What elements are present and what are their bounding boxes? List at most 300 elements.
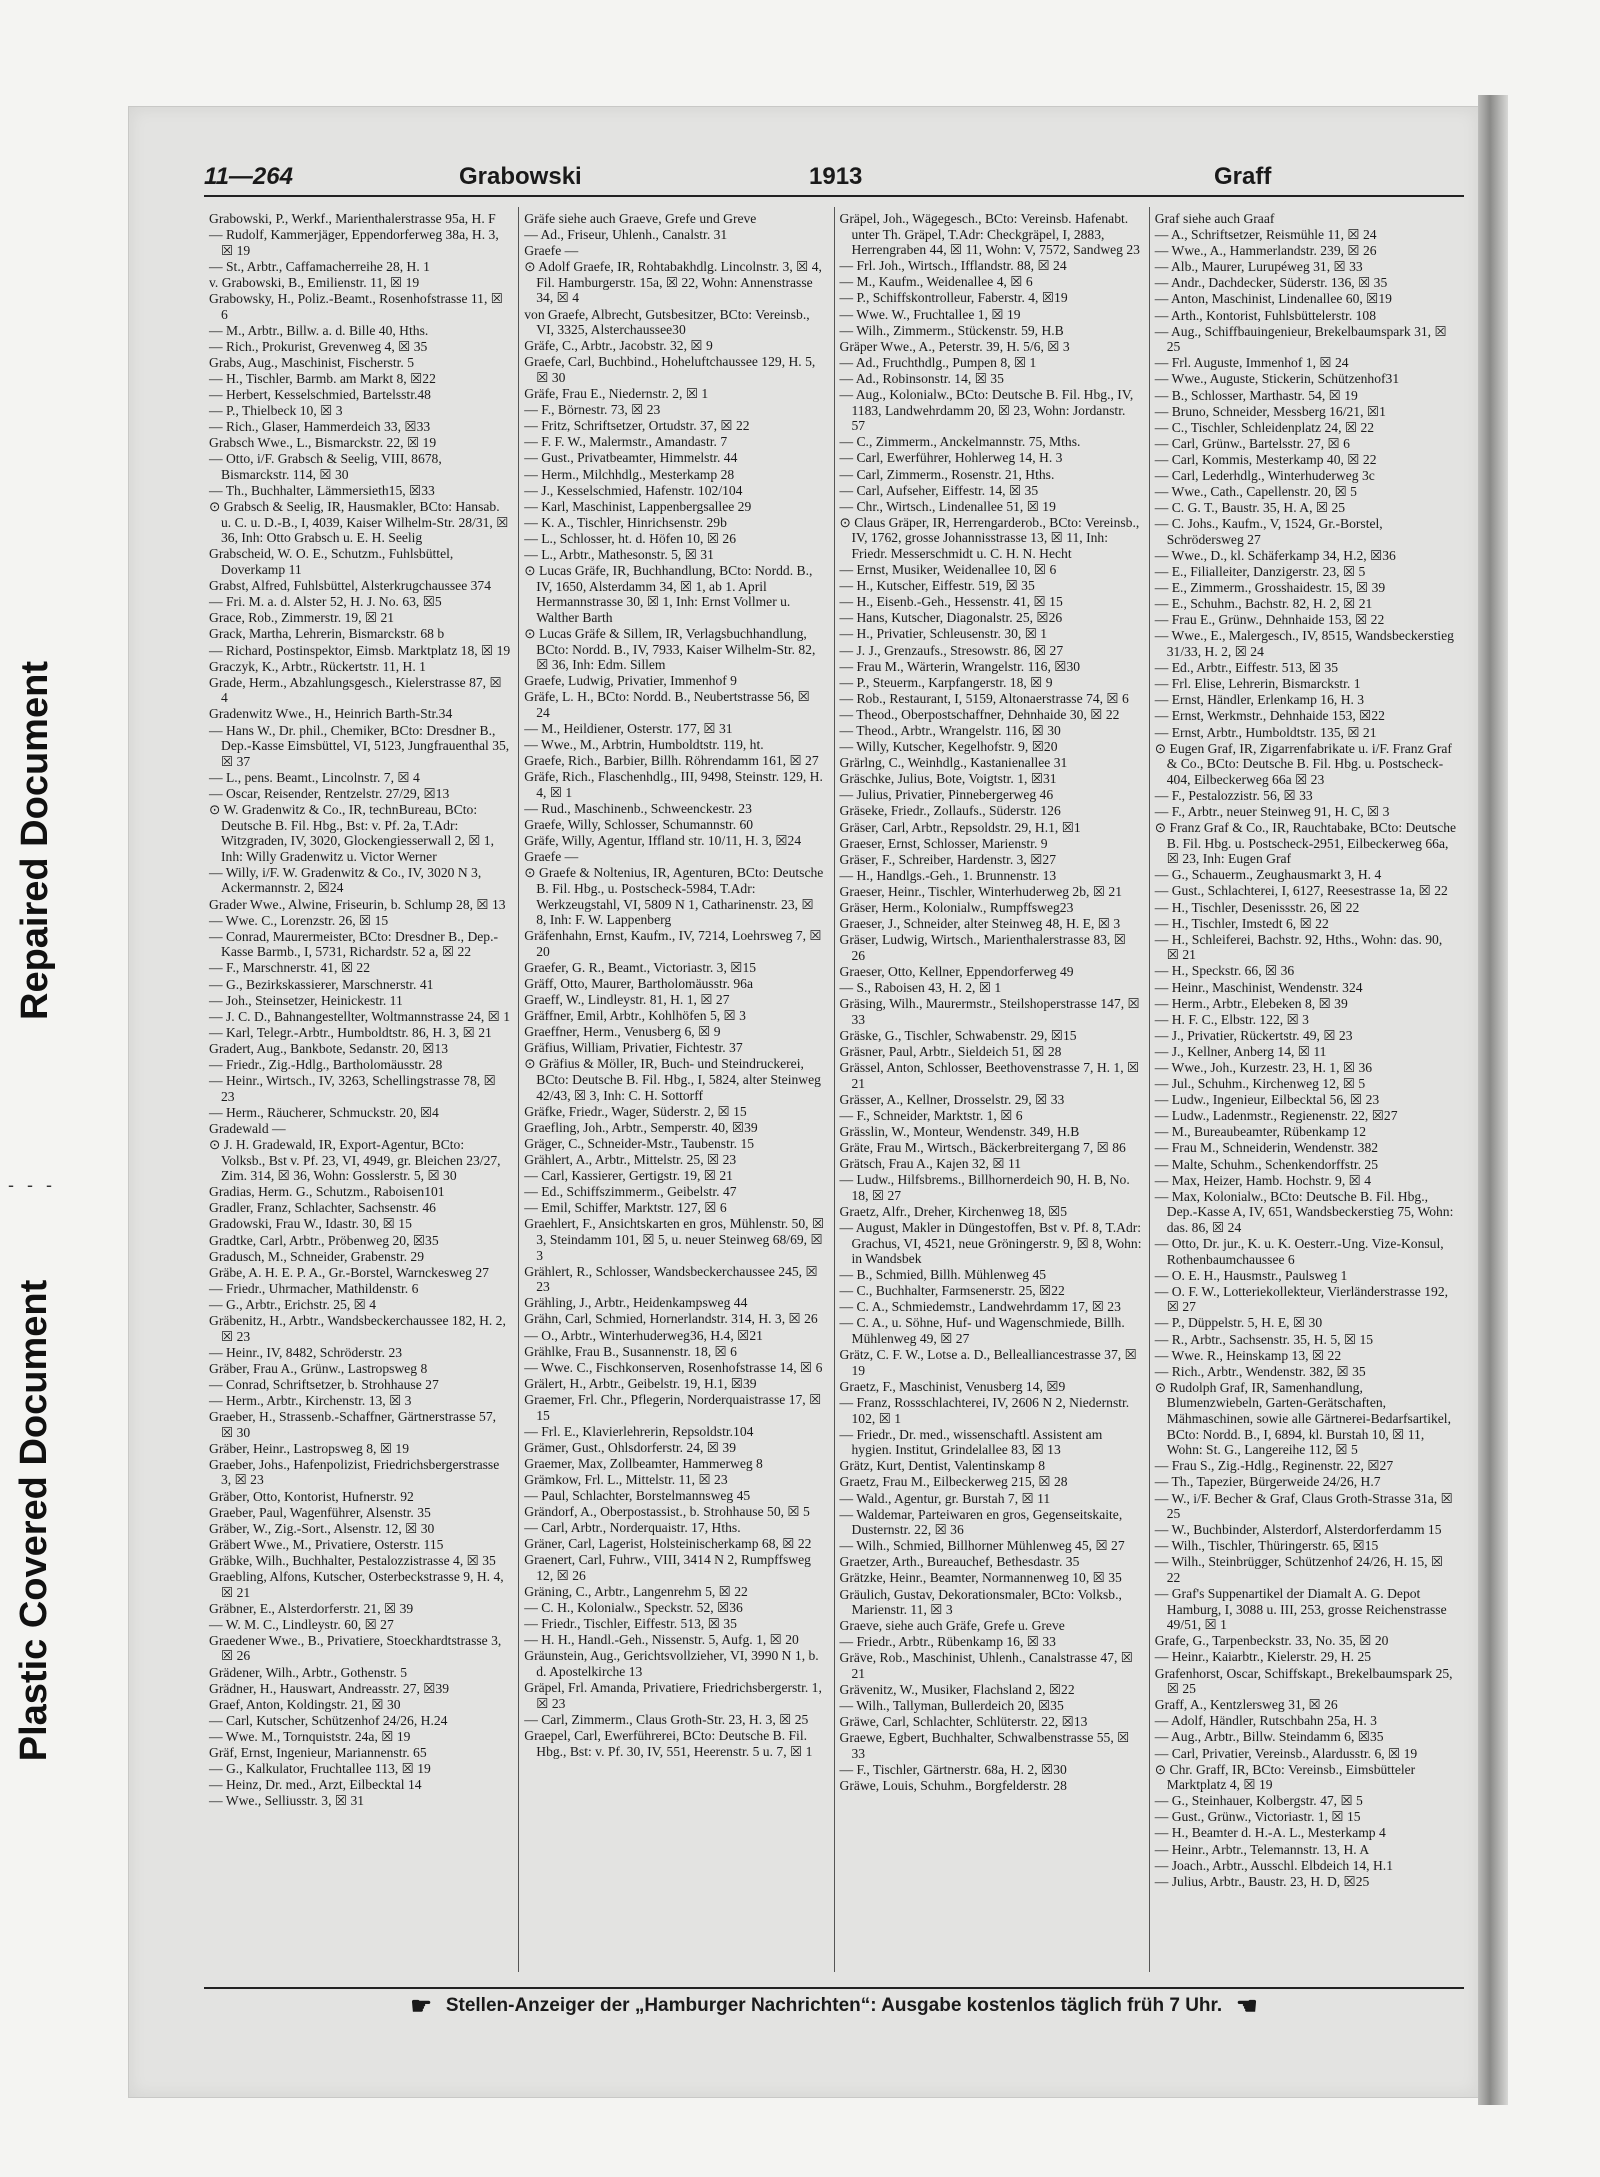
directory-entry: — Heinz, Dr. med., Arzt, Eilbecktal 14 [209, 1777, 422, 1793]
directory-entry: — August, Makler in Düngestoffen, Bst v. Pf. 8, T.Adr: Grachus, VI, 4521, neue Gröningerstr. 9, ☒ 8, Wohn: in Wandsbek [839, 1219, 1142, 1267]
directory-entry: Graemer, Frl. Chr., Pflegerin, Norderquaistrasse 17, ☒ 15 [524, 1391, 822, 1423]
directory-entry: — Frau S., Zig.-Hdlg., Reginenstr. 22, ☒27 [1154, 1458, 1394, 1474]
directory-entry: — J. J., Grenzaufs., Stresowstr. 86, ☒ 27 [839, 642, 1064, 658]
directory-entry: — Friedr., Dr. med., wissenschaftl. Assistent am hygien. Institut, Grindelallee 83, ☒ 13 [839, 1426, 1103, 1458]
directory-entry: Grätz, Kurt, Dentist, Valentinskamp 8 [839, 1458, 1046, 1474]
directory-entry: — Wwe., Auguste, Stickerin, Schützenhof31 [1154, 371, 1400, 387]
directory-entry: — Fri. M. a. d. Alster 52, H. J. No. 63, ☒5 [209, 594, 442, 610]
directory-entry: Graeffner, Herm., Venusberg 6, ☒ 9 [524, 1024, 721, 1040]
directory-entry: Graetz, Alfr., Dreher, Kirchenweg 18, ☒5 [839, 1203, 1068, 1219]
directory-entry: — Wwe., Cath., Capellenstr. 20, ☒ 5 [1154, 484, 1357, 500]
directory-entry: Gräbner, E., Alsterdorferstr. 21, ☒ 39 [209, 1600, 414, 1616]
directory-entry: — E., Schuhm., Bachstr. 82, H. 2, ☒ 21 [1154, 596, 1373, 612]
directory-entry: Graedener Wwe., B., Privatiere, Stoeckhardtstrasse 3, ☒ 26 [209, 1632, 502, 1664]
directory-page [128, 106, 1480, 2098]
directory-entry: Graf siehe auch Graaf [1154, 211, 1275, 226]
directory-entry: Grace, Rob., Zimmerstr. 19, ☒ 21 [209, 610, 395, 626]
directory-entry: Graenert, Carl, Fuhrw., VIII, 3414 N 2, Rumpffsweg 12, ☒ 26 [524, 1552, 811, 1583]
directory-entry: — L., Schlosser, ht. d. Höfen 10, ☒ 26 [524, 530, 737, 546]
directory-entry: ⊙ Claus Gräper, IR, Herrengarderob., BCto: Vereinsb., IV, 1762, grosse Johannisstrasse 13, ☒ 11, Inh: Friedr. Messerschmidt u. C. H. N. Hecht [839, 514, 1140, 561]
directory-entry: Graeber, Paul, Wagenführer, Alsenstr. 35 [209, 1504, 431, 1520]
directory-entry: Gräber, Frau A., Grünw., Lastropsweg 8 [209, 1360, 428, 1376]
directory-entry: — Wilh., Steinbrügger, Schützenhof 24/26, H. 15, ☒ 22 [1154, 1554, 1444, 1585]
directory-entry: — Carl, Zimmerm., Claus Groth-Str. 23, H. 3, ☒ 25 [524, 1711, 809, 1727]
directory-entry: — W., Buchbinder, Alsterdorf, Alsterdorferdamm 15 [1154, 1522, 1442, 1538]
directory-entry: — Max, Kolonialw., BCto: Deutsche B. Fil. Hbg., Dep.-Kasse A, IV, 651, Wandsbeckerstieg 75, Wohn: das. 86, ☒ 24 [1154, 1188, 1454, 1235]
directory-entry: Gradenwitz Wwe., H., Heinrich Barth-Str.34 [209, 706, 453, 722]
directory-entry: — G., Schauerm., Zeughausmarkt 3, H. 4 [1154, 867, 1382, 883]
directory-entry: — O. F. W., Lotteriekollekteur, Vierländerstrasse 192, ☒ 27 [1154, 1283, 1449, 1315]
directory-entry: Gräfius, William, Privatier, Fichtestr. 37 [524, 1040, 743, 1056]
directory-entry: Graefe, Ludwig, Privatier, Immenhof 9 [524, 673, 737, 689]
directory-entry: — Ed., Arbtr., Eiffestr. 513, ☒ 35 [1154, 660, 1339, 676]
directory-entry: Grävenitz, W., Musiker, Flachsland 2, ☒22 [839, 1682, 1075, 1698]
directory-entry: Graetz, Frau M., Eilbeckerweg 215, ☒ 28 [839, 1474, 1068, 1490]
directory-entry: Gräte, Frau M., Wirtsch., Bäckerbreitergang 7, ☒ 86 [839, 1139, 1126, 1155]
directory-entry: Gräfe, Rich., Flaschenhdlg., III, 9498, Steinstr. 129, H. 4, ☒ 1 [524, 769, 823, 800]
directory-entry: Gräff, Otto, Maurer, Bartholomäusstr. 96a [524, 976, 753, 991]
directory-entry: Grählert, R., Schlosser, Wandsbeckerchaussee 245, ☒ 23 [524, 1263, 818, 1295]
directory-entry: Grafenhorst, Oscar, Schiffskapt., Brekelbaumspark 25, ☒ 25 [1154, 1665, 1453, 1697]
directory-entry: Grätsch, Frau A., Kajen 32, ☒ 11 [839, 1156, 1022, 1172]
directory-entry: Gradusch, M., Schneider, Grabenstr. 29 [209, 1248, 425, 1264]
directory-entry: — Ludw., Ingenieur, Eilbecktal 56, ☒ 23 [1154, 1092, 1380, 1108]
directory-entry: Grässlin, W., Monteur, Wendenstr. 349, H.B [839, 1123, 1080, 1139]
directory-entry: — Wilh., Tallyman, Bullerdeich 20, ☒35 [839, 1698, 1064, 1714]
directory-entry: — Wwe., D., kl. Schäferkamp 34, H.2, ☒36 [1154, 547, 1396, 563]
directory-entry: — Joh., Steinsetzer, Heinickestr. 11 [209, 992, 403, 1008]
directory-entry: ⊙ Chr. Graff, IR, BCto: Vereinsb., Eimsbütteler Marktplatz 4, ☒ 19 [1154, 1761, 1416, 1793]
page-header [204, 159, 1464, 197]
directory-entry: Graff, A., Kentzlersweg 31, ☒ 26 [1154, 1697, 1338, 1713]
directory-entry: Gräbke, Wilh., Buchhalter, Pestalozzistrasse 4, ☒ 35 [209, 1552, 496, 1568]
directory-entry: Graepel, Carl, Ewerführerei, BCto: Deutsche B. Fil. Hbg., Bst: v. Pf. 30, IV, 551, Heerenstr. 5 u. 7, ☒ 1 [524, 1727, 813, 1759]
directory-entry: Graehlert, F., Ansichtskarten en gros, Mühlenstr. 50, ☒ 3, Steindamm 101, ☒ 5, u. neuer Steinweg 68/69, ☒ 3 [524, 1216, 825, 1263]
divider-marker: - - - [8, 1175, 56, 1195]
directory-entry: — Ad., Friseur, Uhlenh., Canalstr. 31 [524, 227, 728, 243]
directory-entry: Gräner, Carl, Lagerist, Holsteinischerkamp 68, ☒ 22 [524, 1536, 812, 1552]
directory-entry: — Ed., Schiffszimmerm., Geibelstr. 47 [524, 1184, 737, 1200]
directory-entry: — Heinr., Wirtsch., IV, 3263, Schellingstrasse 78, ☒ 23 [209, 1073, 496, 1104]
footer-ad [204, 1987, 1464, 2023]
directory-entry: Gräve, Rob., Maschinist, Uhlenh., Canalstrasse 47, ☒ 21 [839, 1650, 1133, 1682]
directory-entry: — Th., Tapezier, Bürgerweide 24/26, H.7 [1154, 1474, 1381, 1490]
directory-entry: — Carl, Kassierer, Gertigstr. 19, ☒ 21 [524, 1168, 733, 1184]
directory-entry: — Carl, Grünw., Bartelsstr. 27, ☒ 6 [1154, 435, 1350, 451]
directory-entry: — Wwe. R., Heinskamp 13, ☒ 22 [1154, 1347, 1342, 1363]
directory-entry: — Carl, Arbtr., Norderquaistr. 17, Hths. [524, 1520, 741, 1536]
directory-entry: — Wilh., Tischler, Thüringerstr. 65, ☒15 [1154, 1538, 1379, 1554]
directory-entry: Graefe, Carl, Buchbind., Hoheluftchaussee 129, H. 5, ☒ 30 [524, 354, 816, 385]
directory-entry: Gräning, C., Arbtr., Langenrehm 5, ☒ 22 [524, 1584, 748, 1600]
directory-entry: — Carl, Kommis, Mesterkamp 40, ☒ 22 [1154, 451, 1377, 467]
directory-entry: — J., Kellner, Anberg 14, ☒ 11 [1154, 1043, 1327, 1059]
directory-entry: — L., Arbtr., Mathesonstr. 5, ☒ 31 [524, 546, 714, 562]
directory-entry: — C. G. T., Baustr. 35, H. A, ☒ 25 [1154, 500, 1346, 516]
directory-entry: — H., Tischler, Desenissstr. 26, ☒ 22 [1154, 899, 1360, 915]
directory-entry: — Wilh., Zimmerm., Stückenstr. 59, H.B [839, 322, 1064, 338]
directory-entry: — P., Thielbeck 10, ☒ 3 [209, 403, 343, 419]
footer-text: Stellen-Anzeiger der „Hamburger Nachrichten“: Ausgabe kostenlos täglich früh 7 Uhr. [445, 1995, 1223, 2016]
directory-entry: — Ludw., Hilfsbrems., Billhornerdeich 90, H. B, No. 18, ☒ 27 [839, 1172, 1130, 1203]
directory-entry: — Wwe., Joh., Kurzestr. 23, H. 1, ☒ 36 [1154, 1059, 1373, 1075]
directory-entry: ⊙ Lucas Gräfe, IR, Buchhandlung, BCto: Nordd. B., IV, 1650, Alsterdamm 34, ☒ 1, ab 1. April Hermannstrasse 30, ☒ 1, Inh: Ernst Vollmer u. Walther Barth [524, 563, 813, 625]
right-running-name: Graff [1214, 163, 1272, 190]
directory-entry: Gräger, C., Schneider-Mstr., Taubenstr. 15 [524, 1135, 755, 1151]
directory-entry: Gradowski, Frau W., Idastr. 30, ☒ 15 [209, 1216, 412, 1232]
directory-entry: — Wwe. M., Tornquiststr. 24a, ☒ 19 [209, 1728, 411, 1744]
directory-entry: — F. F. W., Malermstr., Amandastr. 7 [524, 434, 728, 450]
directory-entry: — Conrad, Schriftsetzer, b. Strohhause 27 [209, 1376, 439, 1392]
directory-entry: ⊙ Grabsch & Seelig, IR, Hausmakler, BCto: Hansab. u. C. u. D.-B., I, 4039, Kaiser Wilhelm-Str. 28/31, ☒ 36, Inh: Otto Grabsch u. E. H. Seelig [209, 499, 509, 546]
directory-entry: Grändorf, A., Oberpostassist., b. Strohhause 50, ☒ 5 [524, 1504, 810, 1520]
directory-entry: Grälert, H., Arbtr., Geibelstr. 19, H.1, ☒39 [524, 1375, 757, 1391]
directory-entry: Gradert, Aug., Bankbote, Sedanstr. 20, ☒13 [209, 1040, 449, 1056]
left-running-name: Grabowski [459, 163, 582, 190]
directory-entry: — Frl. Auguste, Immenhof 1, ☒ 24 [1154, 355, 1349, 371]
directory-entry: — Willy, i/F. W. Gradenwitz & Co., IV, 3020 N 3, Ackermannstr. 2, ☒24 [209, 864, 482, 896]
directory-entry: ⊙ Franz Graf & Co., IR, Rauchtabake, BCto: Deutsche B. Fil. Hbg. u. Postscheck-2951, Eilbeckerweg 66a, ☒ 23, Inh: Eugen Graf [1154, 820, 1457, 867]
directory-entry: — Hans, Kutscher, Diagonalstr. 25, ☒26 [839, 610, 1063, 626]
directory-entry: Grabs, Aug., Maschinist, Fischerstr. 5 [209, 354, 415, 370]
directory-entry: — Karl, Telegr.-Arbtr., Humboldtstr. 86, H. 3, ☒ 21 [209, 1024, 492, 1040]
directory-entry: — H., Tischler, Imstedt 6, ☒ 22 [1154, 915, 1329, 931]
directory-entry: — Adolf, Händler, Rutschbahn 25a, H. 3 [1154, 1713, 1377, 1729]
directory-entry: — W. M. C., Lindleystr. 60, ☒ 27 [209, 1616, 394, 1632]
directory-entry: Gräunstein, Aug., Gerichtsvollzieher, VI, 3990 N 1, b. d. Apostelkirche 13 [524, 1648, 819, 1680]
directory-entry: Gräber, Heinr., Lastropsweg 8, ☒ 19 [209, 1440, 410, 1456]
directory-entry: Grämer, Gust., Ohlsdorferstr. 24, ☒ 39 [524, 1439, 736, 1455]
directory-entry: — F., Pestalozzistr. 56, ☒ 33 [1154, 787, 1313, 803]
directory-entry: — Julius, Arbtr., Baustr. 23, H. D, ☒25 [1154, 1873, 1370, 1889]
directory-entry: — Richard, Postinspektor, Eimsb. Marktplatz 18, ☒ 19 [209, 642, 511, 658]
directory-entry: — J. C. D., Bahnangestellter, Woltmannstrasse 24, ☒ 1 [209, 1008, 511, 1024]
directory-entry: — Arth., Kontorist, Fuhlsbüttelerstr. 108 [1154, 307, 1377, 323]
directory-entry: — Wald., Agentur, gr. Burstah 7, ☒ 11 [839, 1490, 1051, 1506]
directory-entry: von Graefe, Albrecht, Gutsbesitzer, BCto: Vereinsb., VI, 3325, Alsterchaussee30 [524, 306, 810, 338]
directory-entry: Grässer, A., Kellner, Drosselstr. 29, ☒ 33 [839, 1091, 1065, 1107]
directory-entry: — Hans W., Dr. phil., Chemiker, BCto: Dresdner B., Dep.-Kasse Eimsbüttel, VI, 5123, Jungfrauenthal 35, ☒ 37 [209, 722, 510, 769]
directory-entry: — B., Schlosser, Marthastr. 54, ☒ 19 [1154, 387, 1358, 403]
directory-entry: ⊙ Rudolph Graf, IR, Samenhandlung, Blumenzwiebeln, Garten-Gerätschaften, Mähmaschinen, sowie alle Gärtnerei-Bedarfsartikel, BCto: Nordd. B., I, 6894, kl. Burstah 10, ☒ 11, Wohn: St. G., Langereihe 112, ☒ 5 [1154, 1379, 1451, 1458]
directory-entry: — Wwe. C., Lorenzstr. 26, ☒ 15 [209, 912, 389, 928]
directory-entry: Graefe — [524, 243, 579, 259]
directory-entry: — F., Marschnerstr. 41, ☒ 22 [209, 960, 370, 976]
directory-entry: Grätz, C. F. W., Lotse a. D., Bellealliancestrasse 37, ☒ 19 [839, 1347, 1137, 1378]
directory-entry: — Rich., Arbtr., Wendenstr. 382, ☒ 35 [1154, 1363, 1366, 1379]
directory-entry: — Conrad, Maurermeister, BCto: Dresdner B., Dep.-Kasse Barmb., I, 5731, Richardstr. 52 a, ☒ 22 [209, 928, 499, 960]
directory-entry: Grabowsky, H., Poliz.-Beamt., Rosenhofstrasse 11, ☒ 6 [209, 290, 503, 322]
directory-entry: — E., Filialleiter, Danzigerstr. 23, ☒ 5 [1154, 564, 1366, 580]
directory-entry: — G., Bezirkskassierer, Marschnerstr. 41 [209, 976, 434, 992]
directory-entry: Gradias, Herm. G., Schutzm., Raboisen101 [209, 1184, 445, 1200]
directory-entry: Graeser, J., Schneider, alter Steinweg 48, H. E, ☒ 3 [839, 916, 1121, 932]
column-4 [1149, 207, 1464, 1972]
directory-entry: — P., Steuerm., Karpfangerstr. 18, ☒ 9 [839, 674, 1053, 690]
directory-entry: — Gust., Privatbeamter, Himmelstr. 44 [524, 450, 738, 466]
directory-entry: Gräfke, Friedr., Wager, Süderstr. 2, ☒ 15 [524, 1103, 747, 1119]
directory-entry: Gräper Wwe., A., Peterstr. 39, H. 5/6, ☒ 3 [839, 338, 1070, 354]
directory-entry: Graefe — [524, 849, 579, 865]
directory-entry: — Carl, Lederhdlg., Winterhuderweg 3c [1154, 468, 1375, 483]
directory-entry: — Fritz, Schriftsetzer, Ortudstr. 37, ☒ 22 [524, 418, 750, 434]
directory-entry: — G., Kalkulator, Fruchtallee 113, ☒ 19 [209, 1761, 431, 1777]
year: 1913 [809, 163, 863, 190]
directory-entry: — J., Privatier, Rückertstr. 49, ☒ 23 [1154, 1027, 1353, 1043]
directory-entry: Grämkow, Frl. L., Mittelstr. 11, ☒ 23 [524, 1471, 728, 1487]
directory-entry: — Karl, Maschinist, Lappenbergsallee 29 [524, 498, 752, 514]
directory-entry: Gräpel, Joh., Wägegesch., BCto: Vereinsb. Hafenabt. unter Th. Gräpel, T.Adr: Checkgräpel, I, 2883, Herrengraben 44, ☒ 11, Wohn: V, 7572, Sandweg 23 [839, 211, 1140, 258]
directory-entry: — Heinr., Kaiarbtr., Kielerstr. 29, H. 25 [1154, 1649, 1372, 1665]
directory-entry: — Frau M., Wärterin, Wrangelstr. 116, ☒30 [839, 658, 1081, 674]
directory-entry: — Graf's Suppenartikel der Diamalt A. G. Depot Hamburg, I, 3088 u. III, 253, grosse Reichenstrasse 49/51, ☒ 1 [1154, 1586, 1447, 1633]
directory-entry: Grabscheid, W. O. E., Schutzm., Fuhlsbüttel, Doverkamp 11 [209, 546, 454, 578]
directory-entry: — Carl, Privatier, Vereinsb., Alardusstr. 6, ☒ 19 [1154, 1745, 1418, 1761]
directory-entry: — Rich., Glaser, Hammerdeich 33, ☒33 [209, 419, 431, 435]
directory-entry: — Franz, Rossschlachterei, IV, 2606 N 2, Niedernstr. 102, ☒ 1 [839, 1394, 1130, 1426]
directory-entry: Grähn, Carl, Schmied, Hornerlandstr. 314, H. 3, ☒ 26 [524, 1311, 818, 1327]
directory-entry: — H., Tischler, Barmb. am Markt 8, ☒22 [209, 370, 436, 386]
directory-entry: Grädner, H., Hauswart, Andreasstr. 27, ☒39 [209, 1680, 450, 1696]
directory-entry: — Friedr., Arbtr., Rübenkamp 16, ☒ 33 [839, 1634, 1056, 1650]
directory-entry: — F., Arbtr., neuer Steinweg 91, H. C, ☒ 3 [1154, 803, 1390, 819]
directory-entry: v. Grabowski, B., Emilienstr. 11, ☒ 19 [209, 274, 420, 290]
directory-entry: Gräschke, Julius, Bote, Voigtstr. 1, ☒31 [839, 771, 1057, 787]
directory-entry: Grack, Martha, Lehrerin, Bismarckstr. 68 b [209, 626, 445, 642]
directory-entry: Gräfe, Willy, Agentur, Iffland str. 10/11, H. 3, ☒24 [524, 833, 802, 849]
directory-entry: — Joach., Arbtr., Ausschl. Elbdeich 14, H.1 [1154, 1857, 1393, 1873]
directory-entry: — G., Arbtr., Erichstr. 25, ☒ 4 [209, 1296, 376, 1312]
directory-entry: — St., Arbtr., Caffamacherreihe 28, H. 1 [209, 258, 430, 274]
directory-entry: — B., Schmied, Billh. Mühlenweg 45 [839, 1267, 1047, 1283]
directory-entry: — F., Tischler, Gärtnerstr. 68a, H. 2, ☒30 [839, 1762, 1067, 1778]
directory-entry: Grärlng, C., Weinhdlg., Kastanienallee 31 [839, 755, 1068, 771]
directory-entry: — Alb., Maurer, Lurupéweg 31, ☒ 33 [1154, 259, 1363, 275]
directory-entry: — Bruno, Schneider, Messberg 16/21, ☒1 [1154, 403, 1386, 419]
directory-entry: — Herm., Räucherer, Schmuckstr. 20, ☒4 [209, 1104, 439, 1120]
directory-entry: — Wwe., E., Malergesch., IV, 8515, Wandsbeckerstieg 31/33, H. 2, ☒ 24 [1154, 628, 1454, 660]
directory-entry: — C., Zimmerm., Anckelmannstr. 75, Mths. [839, 434, 1081, 450]
directory-entry: Gräfenhahn, Ernst, Kaufm., IV, 7214, Loehrsweg 7, ☒ 20 [524, 928, 822, 959]
directory-entry: — Herm., Arbtr., Kirchenstr. 13, ☒ 3 [209, 1392, 412, 1408]
directory-entry: — Willy, Kutscher, Kegelhofstr. 9, ☒20 [839, 739, 1058, 755]
directory-entry: — H., Privatier, Schleusenstr. 30, ☒ 1 [839, 626, 1048, 642]
directory-entry: Graeser, Heinr., Tischler, Winterhuderweg 2b, ☒ 21 [839, 883, 1122, 899]
directory-entry: — P., Düppelstr. 5, H. E, ☒ 30 [1154, 1315, 1323, 1331]
directory-entry: — C. H., Kolonialw., Speckstr. 52, ☒36 [524, 1600, 743, 1616]
directory-entry: — Aug., Schiffbauingenieur, Brekelbaumspark 31, ☒ 25 [1154, 323, 1447, 355]
directory-entry: — C. A., Schmiedemstr., Landwehrdamm 17, ☒ 23 [839, 1299, 1121, 1315]
directory-entry: — Rob., Restaurant, I, 5159, Altonaerstrasse 74, ☒ 6 [839, 690, 1129, 706]
directory-entry: Graeff, W., Lindleystr. 81, H. 1, ☒ 27 [524, 992, 730, 1008]
directory-entry: — Wwe., A., Hammerlandstr. 239, ☒ 26 [1154, 243, 1377, 259]
directory-entry: Gräbe, A. H. E. P. A., Gr.-Borstel, Warnckesweg 27 [209, 1264, 489, 1280]
directory-entry: Graetz, F., Maschinist, Venusberg 14, ☒9 [839, 1378, 1066, 1394]
column-3 [834, 207, 1149, 1972]
directory-entry: Graefe, Rich., Barbier, Billh. Röhrendamm 161, ☒ 27 [524, 753, 819, 769]
directory-entry: — Rudolf, Kammerjäger, Eppendorferweg 38a, H. 3, ☒ 19 [209, 227, 499, 258]
directory-entry: — Ernst, Werkmstr., Dehnhaide 153, ☒22 [1154, 708, 1385, 724]
directory-entry: Gräwe, Louis, Schuhm., Borgfelderstr. 28 [839, 1778, 1067, 1794]
directory-entry: — Ad., Fruchthdlg., Pumpen 8, ☒ 1 [839, 354, 1037, 370]
directory-entry: — L., pens. Beamt., Lincolnstr. 7, ☒ 4 [209, 769, 420, 785]
directory-entry: — Heinr., IV, 8482, Schröderstr. 23 [209, 1344, 403, 1360]
directory-entry: — Heinr., Arbtr., Telemannstr. 13, H. A [1154, 1841, 1370, 1857]
directory-entry: — Paul, Schlachter, Borstelmannsweg 45 [524, 1488, 751, 1503]
columns [204, 207, 1464, 1972]
directory-entry: — Rud., Maschinenb., Schweenckestr. 23 [524, 800, 752, 816]
directory-entry: Graebling, Alfons, Kutscher, Osterbeckstrasse 9, H. 4, ☒ 21 [209, 1568, 504, 1600]
directory-entry: — Ad., Robinsonstr. 14, ☒ 35 [839, 370, 1004, 386]
directory-entry: — Gust., Schlachterei, I, 6127, Reesestrasse 1a, ☒ 22 [1154, 883, 1448, 899]
directory-entry: — Th., Buchhalter, Lämmersieth15, ☒33 [209, 483, 435, 499]
directory-entry: — Jul., Schuhm., Kirchenweg 12, ☒ 5 [1154, 1076, 1366, 1092]
directory-entry: — Carl, Zimmerm., Rosenstr. 21, Hths. [839, 466, 1055, 482]
directory-entry: Grade, Herm., Abzahlungsgesch., Kielerstrasse 87, ☒ 4 [209, 674, 502, 706]
directory-entry: Grählke, Frau B., Susannenstr. 18, ☒ 6 [524, 1343, 737, 1359]
column-1 [204, 207, 518, 1972]
directory-entry: — H., Handlgs.-Geh., 1. Brunnenstr. 13 [839, 867, 1057, 883]
directory-entry: Gräfe siehe auch Graeve, Grefe und Greve [524, 211, 757, 226]
directory-entry: — Theod., Oberpostschaffner, Dehnhaide 30, ☒ 22 [839, 706, 1120, 722]
directory-entry: Gräske, G., Tischler, Schwabenstr. 29, ☒15 [839, 1027, 1077, 1043]
directory-entry: Gräseke, Friedr., Zollaufs., Süderstr. 126 [839, 803, 1061, 819]
directory-entry: — M., Bureaubeamter, Rübenkamp 12 [1154, 1124, 1366, 1140]
directory-entry: ⊙ Graefe & Noltenius, IR, Agenturen, BCto: Deutsche B. Fil. Hbg., u. Postscheck-5984, T.Adr: Werkzeugstahl, VI, 5809 N 1, Catharinenstr. 23, ☒ 8, Inh: F. W. Lappenberg [524, 865, 824, 928]
directory-entry: — A., Schriftsetzer, Reismühle 11, ☒ 24 [1154, 227, 1377, 243]
directory-entry: — F., Schneider, Marktstr. 1, ☒ 6 [839, 1107, 1023, 1123]
directory-entry: — H. H., Handl.-Geh., Nissenstr. 5, Aufg. 1, ☒ 20 [524, 1632, 799, 1648]
directory-entry: Gradtke, Carl, Arbtr., Pröbenweg 20, ☒35 [209, 1232, 439, 1248]
directory-entry: — Wwe. W., Fruchtallee 1, ☒ 19 [839, 306, 1021, 322]
directory-entry: — M., Arbtr., Billw. a. d. Bille 40, Hths. [209, 322, 429, 338]
directory-entry: — Frl. Joh., Wirtsch., Ifflandstr. 88, ☒ 24 [839, 258, 1067, 274]
directory-entry: Grabowski, P., Werkf., Marienthalerstrasse 95a, H. F [209, 211, 496, 226]
directory-entry: Graemer, Max, Zollbeamter, Hammerweg 8 [524, 1455, 763, 1471]
directory-entry: ⊙ Eugen Graf, IR, Zigarrenfabrikate u. i/F. Franz Graf & Co., BCto: Deutsche B. Fil. Hbg. u. Postscheck-404, Eilbeckerweg 66a ☒ 23 [1154, 740, 1452, 787]
directory-entry: Graefling, Joh., Arbtr., Semperstr. 40, ☒39 [524, 1119, 758, 1135]
directory-entry: Gräf, Ernst, Ingenieur, Mariannenstr. 65 [209, 1745, 427, 1760]
directory-entry: Grässel, Anton, Schlosser, Beethovenstrasse 7, H. 1, ☒ 21 [839, 1059, 1140, 1091]
directory-entry: Graeber, H., Strassenb.-Schaffner, Gärtnerstrasse 57, ☒ 30 [209, 1409, 497, 1440]
directory-entry: Grähling, J., Arbtr., Heidenkampsweg 44 [524, 1295, 748, 1311]
directory-entry: Gradewald — [209, 1120, 286, 1136]
directory-entry: — Aug., Kolonialw., BCto: Deutsche B. Fil. Hbg., IV, 1183, Landwehrdamm 20, ☒ 23, Wohn: Jordanstr. 57 [839, 387, 1134, 434]
directory-entry: — H., Speckstr. 66, ☒ 36 [1154, 963, 1295, 979]
directory-entry: — E., Zimmerm., Grosshaidestr. 15, ☒ 39 [1154, 580, 1386, 596]
directory-entry: Gradler, Franz, Schlachter, Sachsenstr. 46 [209, 1200, 436, 1216]
directory-entry: — Max, Heizer, Hamb. Hochstr. 9, ☒ 4 [1154, 1172, 1372, 1188]
directory-entry: — Carl, Aufseher, Eiffestr. 14, ☒ 35 [839, 482, 1039, 498]
directory-entry: — O. E. H., Hausmstr., Paulsweg 1 [1154, 1267, 1348, 1283]
directory-entry: — Friedr., Uhrmacher, Mathildenstr. 6 [209, 1280, 419, 1296]
directory-entry: Gräsner, Paul, Arbtr., Sieldeich 51, ☒ 28 [839, 1043, 1062, 1059]
directory-entry: Graewe, Egbert, Buchhalter, Schwalbenstrasse 55, ☒ 33 [839, 1730, 1130, 1761]
directory-entry: ⊙ Adolf Graefe, IR, Rohtabakhdlg. Lincolnstr. 3, ☒ 4, Fil. Hamburgerstr. 15a, ☒ 22, Wohn: Annenstrasse 34, ☒ 4 [524, 259, 822, 306]
directory-entry: — Wwe., Selliusstr. 3, ☒ 31 [209, 1793, 365, 1809]
directory-entry: — C. Johs., Kaufm., V, 1524, Gr.-Borstel, Schrödersweg 27 [1154, 516, 1383, 547]
directory-entry: — Ernst, Arbtr., Humboldtstr. 135, ☒ 21 [1154, 724, 1377, 740]
directory-entry: — H., Schleiferei, Bachstr. 92, Hths., Wohn: das. 90, ☒ 21 [1154, 931, 1443, 963]
pointing-hand-right-icon: ☚ [1236, 1992, 1258, 2020]
directory-entry: — M., Kaufm., Weidenallee 4, ☒ 6 [839, 274, 1033, 290]
directory-entry: Grabst, Alfred, Fuhlsbüttel, Alsterkrugchaussee 374 [209, 578, 492, 594]
directory-entry: Graeser, Ernst, Schlosser, Marienstr. 9 [839, 835, 1048, 851]
directory-entry: Gräfe, C., Arbtr., Jacobstr. 32, ☒ 9 [524, 338, 713, 354]
directory-entry: — Carl, Ewerführer, Hohlerweg 14, H. 3 [839, 450, 1063, 466]
directory-entry: — Chr., Wirtsch., Lindenallee 51, ☒ 19 [839, 498, 1056, 514]
directory-entry: Gräwe, Carl, Schlachter, Schlüterstr. 22, ☒13 [839, 1714, 1088, 1730]
directory-entry: ⊙ Gräfius & Möller, IR, Buch- und Steindruckerei, BCto: Deutsche B. Fil. Hbg., I, 5824, alter Steinweg 42/43, ☒ 3, Inh: C. H. Sottorff [524, 1056, 821, 1103]
directory-entry: Gräulich, Gustav, Dekorationsmaler, BCto: Volksb., Marienstr. 11, ☒ 3 [839, 1586, 1122, 1618]
directory-entry: — S., Raboisen 43, H. 2, ☒ 1 [839, 980, 1002, 995]
directory-entry: — C., Tischler, Schleidenplatz 24, ☒ 22 [1154, 419, 1375, 435]
directory-entry: — C. A., u. Söhne, Huf- und Wagenschmiede, Billh. Mühlenweg 49, ☒ 27 [839, 1315, 1125, 1347]
directory-entry: — H. F. C., Elbstr. 122, ☒ 3 [1154, 1011, 1309, 1027]
directory-entry: Grädener, Wilh., Arbtr., Gothenstr. 5 [209, 1664, 407, 1680]
directory-entry: — P., Schiffskontrolleur, Faberstr. 4, ☒19 [839, 290, 1068, 306]
directory-entry: — Friedr., Tischler, Eiffestr. 513, ☒ 35 [524, 1616, 737, 1632]
directory-entry: Graeser, Otto, Kellner, Eppendorferweg 49 [839, 963, 1074, 979]
plastic-covered-label: Plastic Covered Document [13, 1279, 56, 1761]
directory-entry: Graeber, Johs., Hafenpolizist, Friedrichsbergerstrasse 3, ☒ 23 [209, 1456, 500, 1488]
directory-entry: — Andr., Dachdecker, Süderstr. 136, ☒ 35 [1154, 275, 1388, 291]
directory-entry: — Anton, Maschinist, Lindenallee 60, ☒19 [1154, 291, 1392, 307]
directory-entry: — O., Arbtr., Winterhuderweg36, H.4, ☒21 [524, 1327, 763, 1343]
directory-entry: Gräffner, Emil, Arbtr., Kohlhöfen 5, ☒ 3 [524, 1008, 746, 1024]
directory-entry: — Oscar, Reisender, Rentzelstr. 27/29, ☒13 [209, 785, 450, 801]
directory-entry: Gräber, Otto, Kontorist, Hufnerstr. 92 [209, 1488, 414, 1504]
directory-entry: — G., Steinhauer, Kolbergstr. 47, ☒ 5 [1154, 1793, 1363, 1809]
directory-entry: — Malte, Schuhm., Schenkendorffstr. 25 [1154, 1156, 1379, 1172]
directory-entry: — R., Arbtr., Sachsenstr. 35, H. 5, ☒ 15 [1154, 1331, 1374, 1347]
directory-entry: ⊙ J. H. Gradewald, IR, Export-Agentur, BCto: Volksb., Bst v. Pf. 23, VI, 4949, gr. Bleichen 23/27, Zim. 314, ☒ 36, Wohn: Gosslerstr. 5, ☒ 30 [209, 1136, 501, 1184]
directory-entry: Gräser, Ludwig, Wirtsch., Marienthalerstrasse 83, ☒ 26 [839, 932, 1126, 963]
column-2 [518, 207, 833, 1972]
directory-entry: — Friedr., Zig.-Hdlg., Bartholomäusstr. 28 [209, 1056, 443, 1072]
directory-entry: — Waldemar, Parteiwaren en gros, Gegenseitskaite, Dusternstr. 22, ☒ 36 [839, 1506, 1123, 1538]
directory-entry: Graeve, siehe auch Gräfe, Grefe u. Greve [839, 1618, 1065, 1634]
pointing-hand-left-icon: ☛ [410, 1992, 432, 2020]
repaired-document-label: Repaired Document [13, 660, 56, 1020]
directory-entry: — Gust., Grünw., Victoriastr. 1, ☒ 15 [1154, 1809, 1361, 1825]
directory-entry: — Rich., Prokurist, Grevenweg 4, ☒ 35 [209, 338, 428, 354]
directory-entry: — Frl. Elise, Lehrerin, Bismarckstr. 1 [1154, 676, 1361, 692]
directory-entry: Graefer, G. R., Beamt., Victoriastr. 3, ☒15 [524, 959, 757, 975]
directory-entry: — Emil, Schiffer, Marktstr. 127, ☒ 6 [524, 1200, 727, 1216]
directory-entry: Graczyk, K., Arbtr., Rückertstr. 11, H. 1 [209, 658, 426, 674]
directory-entry: — Herbert, Kesselschmied, Bartelsstr.48 [209, 387, 431, 403]
directory-entry: — Ernst, Händler, Erlenkamp 16, H. 3 [1154, 692, 1365, 708]
directory-entry: ⊙ Lucas Gräfe & Sillem, IR, Verlagsbuchhandlung, BCto: Nordd. B., IV, 7933, Kaiser Wilhelm-Str. 82, ☒ 36, Inh: Edm. Sillem [524, 625, 816, 673]
directory-entry: Gräser, Herm., Kolonialw., Rumpffsweg23 [839, 900, 1074, 916]
directory-entry: Gräber, W., Zig.-Sort., Alsenstr. 12, ☒ 30 [209, 1520, 435, 1536]
directory-entry: — Wilh., Schmied, Billhorner Mühlenweg 45, ☒ 27 [839, 1538, 1125, 1554]
directory-entry: — H., Kutscher, Eiffestr. 519, ☒ 35 [839, 578, 1035, 594]
directory-entry: Gräser, Carl, Arbtr., Repsoldstr. 29, H.1, ☒1 [839, 819, 1081, 835]
directory-entry: Grader Wwe., Alwine, Friseurin, b. Schlump 28, ☒ 13 [209, 896, 506, 912]
directory-entry: Graetzer, Arth., Bureauchef, Bethesdastr. 35 [839, 1554, 1080, 1570]
directory-entry: — Otto, i/F. Grabsch & Seelig, VIII, 8678, Bismarckstr. 114, ☒ 30 [209, 451, 442, 482]
directory-entry: Gräfe, Frau E., Niedernstr. 2, ☒ 1 [524, 386, 709, 402]
directory-entry: Gräpel, Frl. Amanda, Privatiere, Friedrichsbergerstr. 1, ☒ 23 [524, 1680, 822, 1711]
directory-entry: Gräsing, Wilh., Maurermstr., Steilshoperstrasse 147, ☒ 33 [839, 996, 1140, 1027]
directory-entry: Gräser, F., Schreiber, Hardenstr. 3, ☒27 [839, 851, 1057, 867]
directory-entry: — Ludw., Ladenmstr., Regienenstr. 22, ☒27 [1154, 1108, 1398, 1124]
directory-entry: — Heinr., Maschinist, Wendenstr. 324 [1154, 979, 1363, 995]
directory-entry: — Carl, Kutscher, Schützenhof 24/26, H.24 [209, 1712, 448, 1728]
directory-entry: — Otto, Dr. jur., K. u. K. Oesterr.-Ung. Vize-Konsul, Rothenbaumchaussee 6 [1154, 1236, 1444, 1267]
